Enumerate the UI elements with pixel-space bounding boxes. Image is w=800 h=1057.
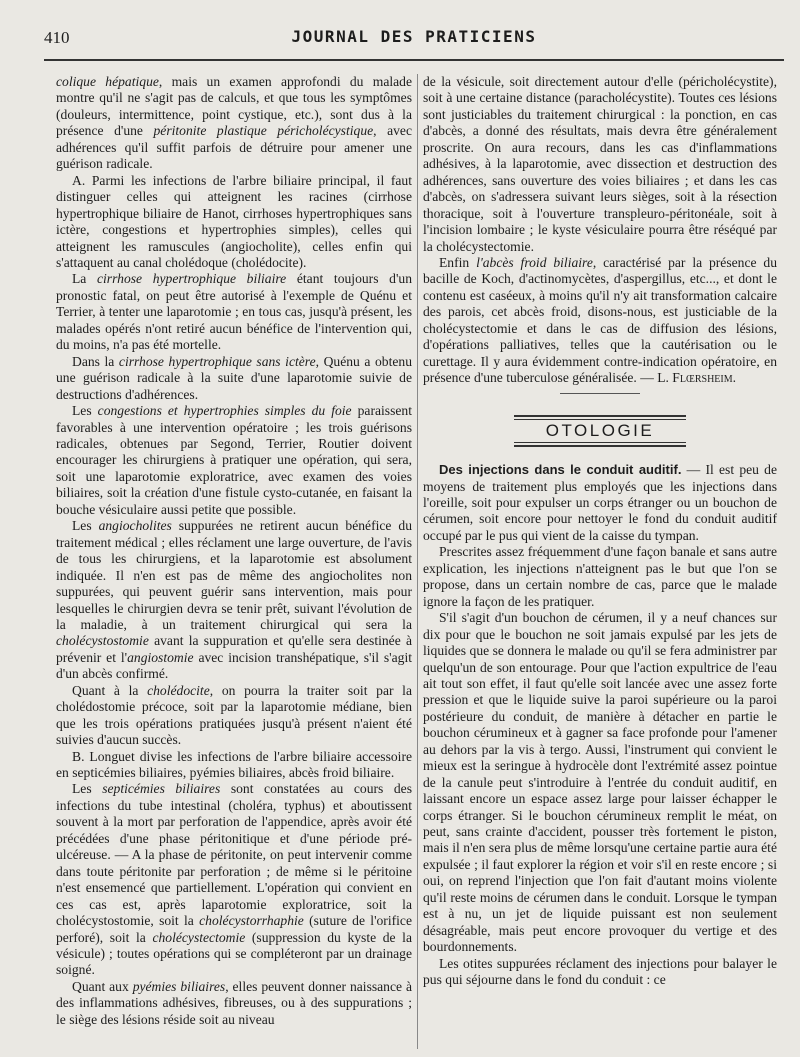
page-header	[44, 26, 784, 52]
paragraph	[423, 462, 777, 544]
italic-term: cirrhose hypertrophique biliaire	[97, 271, 287, 287]
italic-term: l'abcès froid biliaire	[476, 254, 593, 270]
text-run: étant toujours d'un pronostic fatal, on peut être autorisé à l'exemple de Quénu et Terrier, à tenter une laparotomie ; en tous cas, jusqu'à présent, les malades opérés n'ont retiré aucun bénéfice de l'intervention qui, du moins, n'a pas été mortelle.	[56, 271, 412, 353]
text-run: sont constatées au cours des infections du tube intestinal (choléra, typhus) et aboutissent souvent à la mort par perforation de l'appendice, après avoir été précédées d'une phase péritonitique et d'une période pré-ulcéreuse. — A la phase de péritonite, on peut intervenir comme dans toute péritonite par perforation ; de même si le péritoine n'est ensemencé que partiellement. L'opération qui convient en ces cas est, après laparotomie exploratrice, soit la cholécystostomie, soit la	[56, 781, 412, 929]
italic-term: cholédocite	[147, 682, 210, 698]
text-run: avant la suppuration et qu'elle sera destinée à prévenir et l'	[56, 633, 412, 665]
signature-rule	[560, 393, 640, 394]
paragraph	[56, 979, 412, 1028]
text-run: avec incision transhépatique, s'il s'agit d'un abcès confirmé.	[56, 649, 412, 682]
text-run: .	[732, 370, 737, 386]
author-signature: Flœrsheim	[672, 370, 733, 386]
italic-term: pyémies biliaires	[132, 978, 226, 994]
text-run: Quant aux	[72, 978, 133, 994]
italic-term: cholécystectomie	[152, 929, 246, 945]
paragraph: B. Longuet divise les infections de l'arbre biliaire accessoire en septicémies biliaires, pyémies biliaires, abcès froid biliaire.	[56, 748, 412, 781]
text-run: La	[72, 271, 97, 287]
italic-term: cholécystostomie	[56, 633, 149, 649]
right-column	[423, 74, 777, 989]
left-column	[56, 74, 412, 1028]
text-run: , mais un examen approfondi du malade montre qu'il ne s'agit pas de calculs, et que tous les symptômes (douleurs, intermittence, point cystique, etc.), sont dus à la présence d'une	[56, 74, 413, 139]
header-rule	[44, 59, 784, 61]
text-run: , on pourra la traiter soit par la cholédostomie précoce, soit par la laparotomie médiane, bien que les trois opérations pratiquées jusqu'à présent n'aient été suivies d'aucun succès.	[56, 682, 412, 748]
journal-title: JOURNAL DES PRATICIENS	[291, 27, 537, 46]
text-run: Dans la	[72, 353, 119, 369]
paragraph	[56, 74, 412, 173]
italic-term: cirrhose hypertrophique sans ictère	[118, 353, 316, 369]
italic-term: septicémies biliaires	[102, 781, 221, 797]
paragraph: Prescrites assez fréquemment d'une façon banale et sans autre explication, les injections n'atteignent pas le but que l'on se propose, dans un certain nombre de cas, parce que le malade ignore la façon de les pratiquer.	[423, 544, 777, 609]
paragraph: de la vésicule, soit directement autour d'elle (péricholécystite), soit à une certaine distance (paracholécystite). Toutes ces lésions sont justiciables du traitement chirurgical : la ponction, en cas d'abcès, a donné des résultats, mais devra être généralement proscrite. On aura recours, dans les cas d'inflammations adhésives, à la laparotomie, avec dissection et destruction des adhérences, sans ouverture des voies biliaires ; et dans les cas d'abcès, on s'adressera suivant leurs sièges, soit à la résection thoracique, soit à l'ouverture transpleuro-péritonéale, soit à l'incision lombaire ; le kyste vésiculaire pourra être réséqué par la cholécystectomie.	[423, 74, 777, 254]
paragraph	[56, 683, 412, 749]
italic-term: angiocholites	[98, 518, 172, 534]
text-run: Enfin	[439, 254, 477, 270]
paragraph: A. Parmi les infections de l'arbre biliaire principal, il faut distinguer celles qui atteignent les racines (cirrhose hypertrophique biliaire de Hanot, cirrhoses hypertrophiques sans ictère, congestions et hypertrophies simples), celles qui atteignent les ramuscules (angiocholite), celles enfin qui s'attaquent au canal cholédoque (cholédocite).	[56, 172, 412, 270]
text-run: Les	[72, 518, 99, 534]
section-heading: OTOLOGIE	[514, 415, 686, 447]
text-run: (suture de l'orifice perforé), soit la	[56, 913, 412, 945]
article-title: Des injections dans le conduit auditif.	[439, 462, 682, 478]
page-number: 410	[44, 28, 70, 47]
text-run: — Il est peu de moyens de traitement plus employés que les injections dans l'oreille, soit pour expulser un corps étranger ou un bouchon de cérumen, soit encore pour nettoyer le fond du conduit auditif occupé par le pus qui vient de la caisse du tympan.	[423, 462, 778, 543]
italic-term: péritonite plastique péricholécystique	[153, 123, 374, 139]
italic-term: angiostomie	[127, 649, 194, 665]
paragraph	[56, 403, 412, 518]
text-run: , Quénu a obtenu une guérison radicale à la suite d'une laparotomie suivie de destructions d'adhérences.	[56, 353, 412, 402]
text-run: Les	[72, 403, 98, 419]
paragraph	[56, 354, 412, 403]
paragraph	[56, 271, 412, 353]
italic-term: congestions et hypertrophies simples du foie	[97, 403, 352, 419]
paragraph: S'il s'agit d'un bouchon de cérumen, il y a neuf chances sur dix pour que le bouchon ne soit jamais expulsé par les jets de liquides que se donnera le malade ou qu'il se fera administrer par quelqu'un de son entourage. Pour que l'action expultrice de l'eau ait tout son effet, il faut qu'elle soit lancée avec une assez forte pression et que le liquide suive la paroi supérieure ou la paroi postérieure du conduit, de manière à détacher en partie le bouchon cérumineux et à gagner sa face profonde pour l'amener au dehors par la vis à tergo. Aussi, l'instrument qui convient le mieux est la seringue à hydrocèle dont l'extrémité assez pointue de la canule peut s'introduire à l'entrée du conduit auditif, en laissant encore un espace assez large pour laisser échapper le corps étranger. Si le bouchon cérumineux remplit le méat, on peut, sans crainte d'accident, pousser très fortement le piston, mais il n'en sera plus de même lorsqu'une certaine partie aura été expulsée ; il faut explorer la région et voir s'il en reste encore ; si oui, on reprend l'injection que l'on fait d'autant moins violente qu'il reste moins de cérumen dans le conduit. Lorsque le tympan est à nu, un jet de liquide puissant est non seulement désagréable, mais peut encore provoquer du vertige et des bourdonnements.	[423, 610, 777, 955]
italic-term: cholécystorrhaphie	[199, 913, 304, 929]
text-run: paraissent favorables à une intervention opératoire ; les trois guérisons radicales, obtenues par Segond, Terrier, Routier doivent encourager les chirurgiens à pratiquer une opération, qui sera, soit une laparotomie exploratrice, avec examen des voies biliaires, soit la création d'une fistule cysto-cutanée, en faisant la bouche vésiculaire aussi petite que possible.	[56, 403, 412, 517]
column-divider	[417, 74, 418, 1049]
paragraph	[56, 781, 412, 978]
paragraph	[423, 255, 777, 387]
paragraph: Les otites suppurées réclament des injections pour balayer le pus qui séjourne dans le fond du conduit : ce	[423, 955, 777, 988]
text-run: suppurées ne retirent aucun bénéfice du traitement médical ; elles réclament une large ouverture, de l'avis de tous les chirurgiens, et la laparotomie est absolument indiquée. Il n'en est pas de même des angiocholites non suppurées, qui peuvent guérir sans intervention, mais pour lesquelles le chirurgien devra se tenir prêt, suivant l'évolution de la maladie, à un traitement chirurgical qui sera la	[56, 518, 412, 632]
text-run: , avec adhérences qu'il suffit parfois de détruire pour amener une guérison radicale.	[56, 123, 412, 172]
text-run: , elles peuvent donner naissance à des inflammations adhésives, fibreuses, ou à des suppurations ; le siège des lésions réside soit au niveau	[56, 978, 412, 1027]
text-run: Les	[72, 781, 103, 797]
text-run: , caractérisé par la présence du bacille de Koch, d'actinomycètes, d'aspergillus, etc..., et dont le contenu est caséeux, à moins qu'il n'y ait transformation calcaire des parois, cet abcès froid, disons-nous, est justiciable de la cholécystectomie et dans le cas de diffusion des lésions, d'opérations palliatives, telles que la cautérisation ou le curettage. Il y aura évidemment contre-indication opératoire, en présence d'une tuberculose généralisée. — L.	[423, 254, 777, 386]
text-run: (suppression du kyste de la vésicule) ; toutes opérations qui se compléteront par un drainage soigné.	[56, 929, 412, 978]
italic-term: colique hépatique	[56, 74, 159, 89]
paragraph	[56, 518, 412, 683]
text-run: Quant à la	[72, 682, 148, 698]
